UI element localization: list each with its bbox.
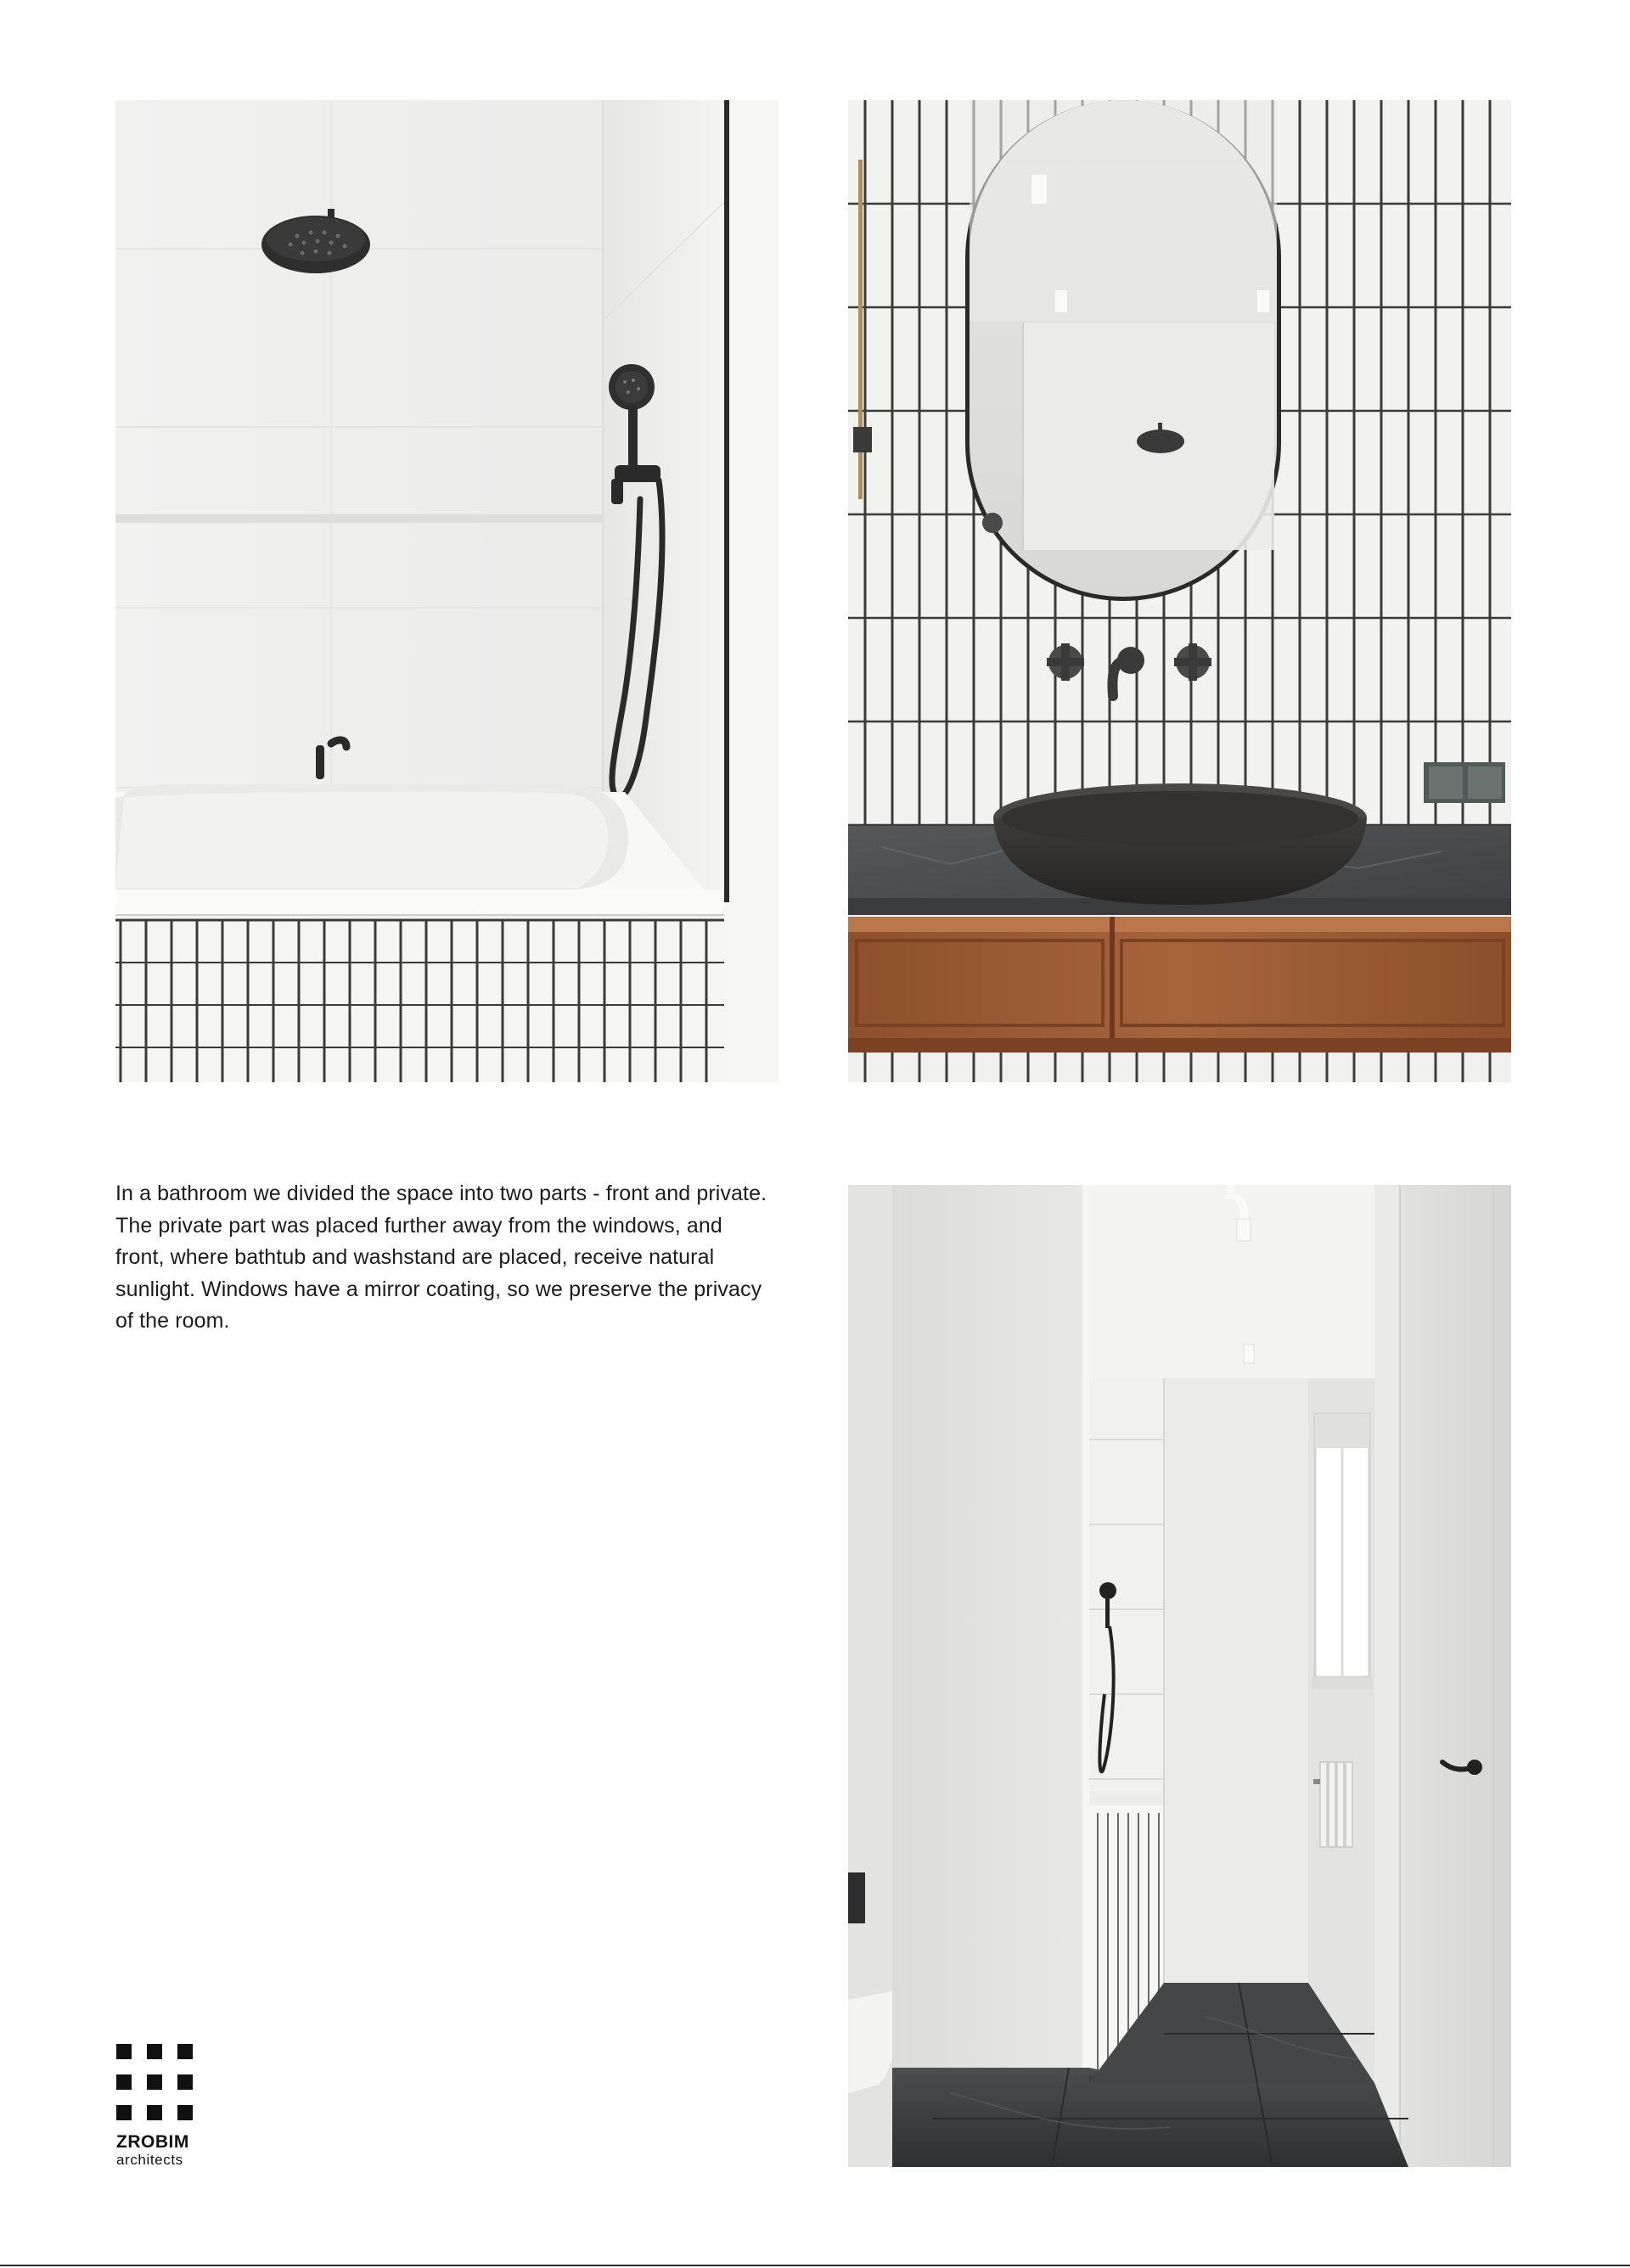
brand-subtitle: architects (116, 2152, 183, 2168)
washstand-mirror-image (848, 100, 1511, 1082)
bathroom-description: In a bathroom we divided the space into two parts - front and private. The private part was placed further away from the windows, and front, where bathtub and washstand are placed, receive natural sunlight. Windows have a mirror coating, so we preserve the privacy of the room. (115, 1182, 767, 1333)
photo-washstand-mirror (848, 100, 1511, 1082)
photo-bathtub-shower (115, 100, 778, 1082)
brand-name: ZROBIM (116, 2132, 189, 2152)
bathtub-shower-image (115, 100, 778, 1082)
nine-square-grid-icon (116, 2044, 201, 2120)
zrobim-logo (116, 2044, 201, 2168)
corridor-view-image (848, 1185, 1511, 2167)
photo-corridor-view (848, 1185, 1511, 2167)
bottom-divider (0, 2265, 1630, 2266)
